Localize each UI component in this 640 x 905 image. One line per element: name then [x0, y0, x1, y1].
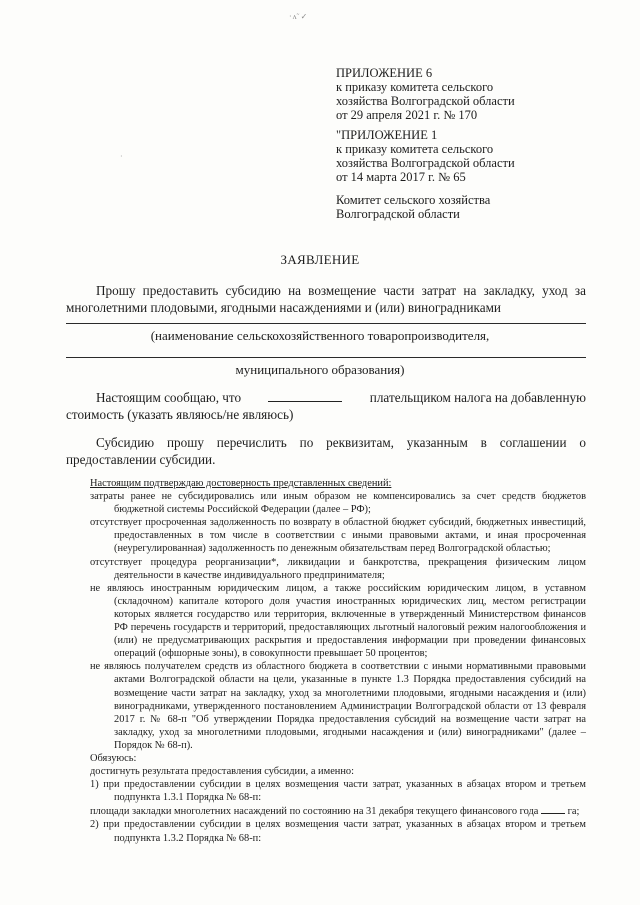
vat-paragraph: [66, 389, 586, 423]
vat-status-field[interactable]: [268, 390, 342, 402]
transfer-line-2: предоставлении субсидии.: [66, 452, 216, 467]
vat-text-post: плательщиком налога на добавленную: [369, 390, 586, 405]
addressee-block: [336, 193, 490, 221]
confirmation-item: отсутствует просроченная задолженность по возврату в областной бюджет субсидий, бюджетных инвестиций, предоставленных в том числе в соответствии с иными правовыми актами, и иная просроченная (неурегулированная) задолженность по денежным обязательствам перед Волгоградской областью;: [90, 517, 586, 555]
addressee-line: Комитет сельского хозяйства: [336, 193, 491, 207]
municipality-line: [66, 357, 586, 358]
scan-dot: ·: [120, 152, 123, 161]
obligation-item: 2) при предоставлении субсидии в целях возмещения части затрат, указанных в абзацах втором и третьем подпункта 1.3.2 Порядка № 68-п:: [90, 819, 586, 844]
confirmation-heading: Настоящим подтверждаю достоверность представленных сведений:: [90, 478, 392, 489]
confirmation-section: [90, 477, 586, 845]
confirmation-item: отсутствует процедура реорганизации*, ликвидации и банкротства, прекращения физическим лицом деятельности в качестве индивидуального предпринимателя;: [90, 556, 586, 581]
confirmation-item: не являюсь иностранным юридическим лицом, а также российским юридическим лицом, в уставном (складочном) капитале которого доля участия иностранных юридических лиц, местом регистрации которых является государство или территория, включенные в утвержденный Министерством финансов РФ перечень государств и территорий, предоставляющих льготный налоговый режим налогообложения и (или) не предусматривающих раскрытия и предоставления информации при проведении финансовых операций (офшорные зоны), в совокупности превышает 50 процентов;: [90, 582, 586, 660]
area-field[interactable]: [541, 804, 565, 814]
appendix-6-line: к приказу комитета сельского: [336, 80, 494, 94]
request-line-1: Прошу предоставить субсидию на возмещение части затрат на закладку, уход за: [96, 283, 586, 298]
producer-name-caption: (наименование сельскохозяйственного товаропроизводителя,: [150, 328, 490, 343]
obligation-heading: Обязуюсь:: [90, 752, 137, 764]
appendix-1-line: к приказу комитета сельского: [336, 142, 494, 156]
confirmation-item: затраты ранее не субсидировались или иным образом не компенсировались за счет средств бюджетов бюджетной системы Российской Федерации (далее – РФ);: [90, 491, 586, 516]
request-line-2: многолетними плодовыми, ягодными насаждениями и (или) виноградниками: [66, 300, 501, 315]
appendix-1-title: "ПРИЛОЖЕНИЕ 1: [336, 128, 438, 142]
appendix-1-date: от 14 марта 2017 г. № 65: [336, 170, 466, 184]
appendix-1-block: [336, 128, 515, 184]
document-title: ЗАЯВЛЕНИЕ: [280, 252, 360, 267]
transfer-paragraph: [66, 434, 586, 468]
appendix-6-block: [336, 66, 515, 122]
municipality-caption: муниципального образования): [235, 362, 405, 377]
appendix-6-line: хозяйства Волгоградской области: [336, 94, 515, 108]
obligation-item: 1) при предоставлении субсидии в целях возмещения части затрат, указанных в абзацах втором и третьем подпункта 1.3.1 Порядка № 68-п:: [90, 779, 586, 804]
obligation-item-area: площади закладки многолетних насаждений по состоянию на 31 декабря текущего финансового года га;: [90, 806, 580, 818]
transfer-line-1: Субсидию прошу перечислить по реквизитам, указанным в соглашении о: [96, 435, 586, 450]
request-paragraph: [66, 282, 586, 316]
appendix-6-date: от 29 апреля 2021 г. № 170: [336, 108, 478, 122]
vat-text-pre: Настоящим сообщаю, что: [96, 390, 242, 405]
confirmation-item: не являюсь получателем средств из областного бюджета в соответствии с иными нормативными правовыми актами Волгоградской области на цели, указанные в пункте 1.3 Порядка предоставления субсидий на возмещение части затрат на закладку, уход за многолетними плодовыми, ягодными насаждения и (или) виноградниками, утвержденного постановлением Администрации Волгоградской области от 13 февраля 2017 г. № 68-п "Об утверждении Порядка предоставления субсидий на возмещение части затрат на закладку, уход за многолетними плодовыми, ягодными насаждения и (или) виноградниками" (далее – Порядок № 68-п).: [90, 661, 586, 751]
vat-line-2: стоимость (указать являюсь/не являюсь): [66, 407, 294, 422]
addressee-line: Волгоградской области: [336, 207, 460, 221]
producer-name-line: [66, 323, 586, 324]
scan-artifact: ·ʌ̃ ✓: [289, 12, 309, 21]
appendix-6-title: ПРИЛОЖЕНИЕ 6: [336, 66, 433, 80]
obligation-item: достигнуть результата предоставления субсидии, а именно:: [90, 766, 355, 778]
appendix-1-line: хозяйства Волгоградской области: [336, 156, 515, 170]
